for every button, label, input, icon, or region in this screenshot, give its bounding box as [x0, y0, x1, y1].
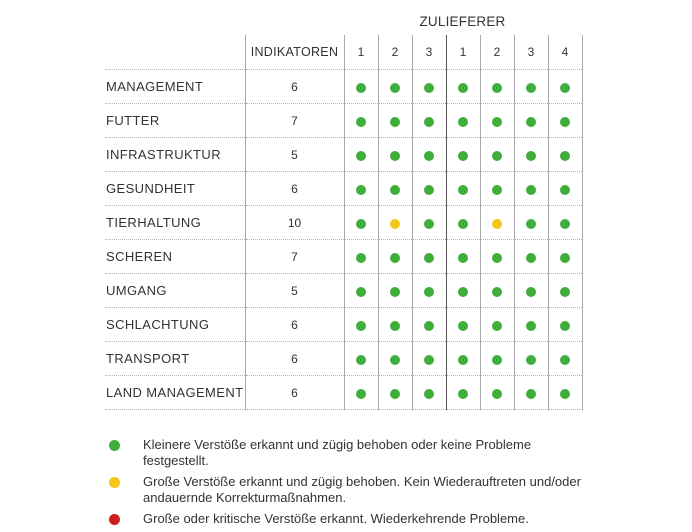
status-cell [480, 376, 514, 410]
status-cell [412, 70, 446, 104]
green-status-dot-icon [526, 355, 536, 365]
table-row [105, 308, 582, 342]
green-status-dot-icon [356, 117, 366, 127]
green-status-dot-icon [526, 185, 536, 195]
status-cell [344, 308, 378, 342]
green-status-dot-icon [560, 83, 570, 93]
green-status-dot-icon [560, 355, 570, 365]
yellow-status-dot-icon [390, 219, 400, 229]
status-cell [446, 274, 480, 308]
status-cell [378, 376, 412, 410]
green-status-dot-icon [424, 151, 434, 161]
green-status-dot-icon [356, 321, 366, 331]
status-cell [378, 308, 412, 342]
yellow-status-dot-icon [492, 219, 502, 229]
green-status-dot-icon [424, 389, 434, 399]
status-cell [480, 104, 514, 138]
green-status-dot-icon [390, 321, 400, 331]
green-status-dot-icon [424, 83, 434, 93]
status-cell [412, 240, 446, 274]
green-status-dot-icon [458, 83, 468, 93]
red-status-dot-icon [109, 514, 120, 525]
table-row [105, 138, 582, 172]
status-cell [548, 342, 582, 376]
status-cell [378, 70, 412, 104]
status-cell [514, 240, 548, 274]
green-status-dot-icon [356, 287, 366, 297]
status-cell [412, 274, 446, 308]
indicator-count: 6 [245, 172, 344, 206]
status-cell [344, 342, 378, 376]
status-cell [344, 376, 378, 410]
green-status-dot-icon [560, 151, 570, 161]
indicator-count: 10 [245, 206, 344, 240]
status-cell [480, 274, 514, 308]
status-cell [548, 70, 582, 104]
green-status-dot-icon [109, 440, 120, 451]
status-cell [480, 240, 514, 274]
header-row [105, 35, 582, 70]
table-row [105, 104, 582, 138]
green-status-dot-icon [458, 151, 468, 161]
status-cell [548, 104, 582, 138]
green-status-dot-icon [424, 219, 434, 229]
status-cell [344, 206, 378, 240]
green-status-dot-icon [390, 83, 400, 93]
status-cell [480, 206, 514, 240]
status-cell [344, 274, 378, 308]
indicator-count: 5 [245, 274, 344, 308]
green-status-dot-icon [424, 321, 434, 331]
green-status-dot-icon [458, 389, 468, 399]
status-cell [480, 172, 514, 206]
status-cell [378, 240, 412, 274]
status-cell [480, 138, 514, 172]
status-cell [446, 138, 480, 172]
table-row [105, 342, 582, 376]
category-label: MANAGEMENT [105, 70, 245, 104]
status-cell [548, 240, 582, 274]
green-status-dot-icon [560, 185, 570, 195]
green-status-dot-icon [390, 117, 400, 127]
green-status-dot-icon [492, 287, 502, 297]
green-status-dot-icon [390, 185, 400, 195]
status-cell [514, 172, 548, 206]
status-cell [344, 240, 378, 274]
status-cell [378, 274, 412, 308]
green-status-dot-icon [526, 219, 536, 229]
status-cell [344, 104, 378, 138]
category-label: SCHLACHTUNG [105, 308, 245, 342]
status-cell [514, 138, 548, 172]
green-status-dot-icon [526, 389, 536, 399]
green-status-dot-icon [492, 185, 502, 195]
green-status-dot-icon [560, 389, 570, 399]
indicator-count: 6 [245, 342, 344, 376]
green-status-dot-icon [458, 355, 468, 365]
table-row [105, 274, 582, 308]
status-cell [378, 104, 412, 138]
status-cell [548, 172, 582, 206]
green-status-dot-icon [458, 219, 468, 229]
legend-item-green [109, 437, 589, 469]
status-cell [514, 308, 548, 342]
indicator-count: 6 [245, 308, 344, 342]
green-status-dot-icon [390, 389, 400, 399]
suppliers-title: ZULIEFERER [419, 14, 506, 29]
status-cell [548, 138, 582, 172]
supplier-number: 4 [548, 35, 582, 70]
header-spacer [105, 35, 245, 70]
status-cell [514, 104, 548, 138]
green-status-dot-icon [424, 355, 434, 365]
green-status-dot-icon [390, 253, 400, 263]
status-cell [344, 138, 378, 172]
status-cell [514, 376, 548, 410]
supplier-matrix [105, 35, 583, 410]
green-status-dot-icon [458, 117, 468, 127]
table-row [105, 240, 582, 274]
supplier-number: 1 [446, 35, 480, 70]
status-cell [412, 104, 446, 138]
status-cell [344, 172, 378, 206]
status-cell [412, 138, 446, 172]
indicator-count: 7 [245, 240, 344, 274]
status-cell [378, 138, 412, 172]
green-status-dot-icon [492, 253, 502, 263]
status-cell [514, 70, 548, 104]
category-label: FUTTER [105, 104, 245, 138]
table-row [105, 70, 582, 104]
green-status-dot-icon [560, 321, 570, 331]
green-status-dot-icon [424, 117, 434, 127]
green-status-dot-icon [526, 83, 536, 93]
status-cell [412, 172, 446, 206]
green-status-dot-icon [458, 321, 468, 331]
green-status-dot-icon [526, 151, 536, 161]
indicator-count: 6 [245, 70, 344, 104]
green-status-dot-icon [390, 287, 400, 297]
status-cell [412, 206, 446, 240]
green-status-dot-icon [356, 389, 366, 399]
green-status-dot-icon [458, 287, 468, 297]
green-status-dot-icon [492, 355, 502, 365]
status-cell [514, 206, 548, 240]
legend-text: Große oder kritische Verstöße erkannt. Wiederkehrende Probleme. [143, 511, 529, 526]
green-status-dot-icon [560, 219, 570, 229]
green-status-dot-icon [560, 287, 570, 297]
table-row [105, 206, 582, 240]
status-cell [412, 308, 446, 342]
green-status-dot-icon [390, 151, 400, 161]
category-label: INFRASTRUKTUR [105, 138, 245, 172]
yellow-status-dot-icon [109, 477, 120, 488]
status-cell [514, 342, 548, 376]
green-status-dot-icon [492, 83, 502, 93]
legend [109, 437, 589, 532]
status-cell [412, 376, 446, 410]
supplier-number: 2 [378, 35, 412, 70]
status-cell [446, 376, 480, 410]
green-status-dot-icon [492, 117, 502, 127]
status-cell [548, 376, 582, 410]
supplier-number: 2 [480, 35, 514, 70]
green-status-dot-icon [424, 287, 434, 297]
status-cell [378, 342, 412, 376]
green-status-dot-icon [356, 253, 366, 263]
green-status-dot-icon [492, 151, 502, 161]
status-cell [548, 274, 582, 308]
supplier-number: 3 [514, 35, 548, 70]
green-status-dot-icon [356, 151, 366, 161]
status-cell [480, 70, 514, 104]
status-cell [344, 70, 378, 104]
green-status-dot-icon [526, 117, 536, 127]
green-status-dot-icon [458, 185, 468, 195]
category-label: TIERHALTUNG [105, 206, 245, 240]
status-cell [446, 70, 480, 104]
status-cell [446, 240, 480, 274]
green-status-dot-icon [356, 83, 366, 93]
green-status-dot-icon [424, 185, 434, 195]
legend-item-yellow [109, 474, 589, 506]
indicator-count: 5 [245, 138, 344, 172]
status-cell [446, 104, 480, 138]
green-status-dot-icon [492, 389, 502, 399]
status-cell [548, 308, 582, 342]
green-status-dot-icon [526, 287, 536, 297]
status-cell [446, 206, 480, 240]
status-cell [548, 206, 582, 240]
status-cell [514, 274, 548, 308]
indicator-count: 7 [245, 104, 344, 138]
green-status-dot-icon [526, 321, 536, 331]
category-label: UMGANG [105, 274, 245, 308]
table-row [105, 376, 582, 410]
green-status-dot-icon [424, 253, 434, 263]
category-label: TRANSPORT [105, 342, 245, 376]
legend-text: Kleinere Verstöße erkannt und zügig behoben oder keine Probleme festgestellt. [143, 437, 532, 468]
green-status-dot-icon [356, 219, 366, 229]
green-status-dot-icon [390, 355, 400, 365]
status-cell [412, 342, 446, 376]
green-status-dot-icon [560, 253, 570, 263]
indicators-header: INDIKATOREN [245, 35, 344, 70]
green-status-dot-icon [492, 321, 502, 331]
green-status-dot-icon [560, 117, 570, 127]
status-cell [378, 206, 412, 240]
supplier-number: 3 [412, 35, 446, 70]
status-cell [378, 172, 412, 206]
status-cell [446, 308, 480, 342]
indicator-count: 6 [245, 376, 344, 410]
green-status-dot-icon [526, 253, 536, 263]
status-cell [480, 308, 514, 342]
table-row [105, 172, 582, 206]
legend-text: Große Verstöße erkannt und zügig behoben. Kein Wiederauftreten und/oder andauernde Korrekturmaßnahmen. [143, 474, 581, 505]
status-cell [446, 342, 480, 376]
category-label: SCHEREN [105, 240, 245, 274]
supplier-number: 1 [344, 35, 378, 70]
category-label: GESUNDHEIT [105, 172, 245, 206]
status-cell [480, 342, 514, 376]
status-cell [446, 172, 480, 206]
category-label: LAND MANAGEMENT [105, 376, 245, 410]
green-status-dot-icon [458, 253, 468, 263]
green-status-dot-icon [356, 185, 366, 195]
green-status-dot-icon [356, 355, 366, 365]
